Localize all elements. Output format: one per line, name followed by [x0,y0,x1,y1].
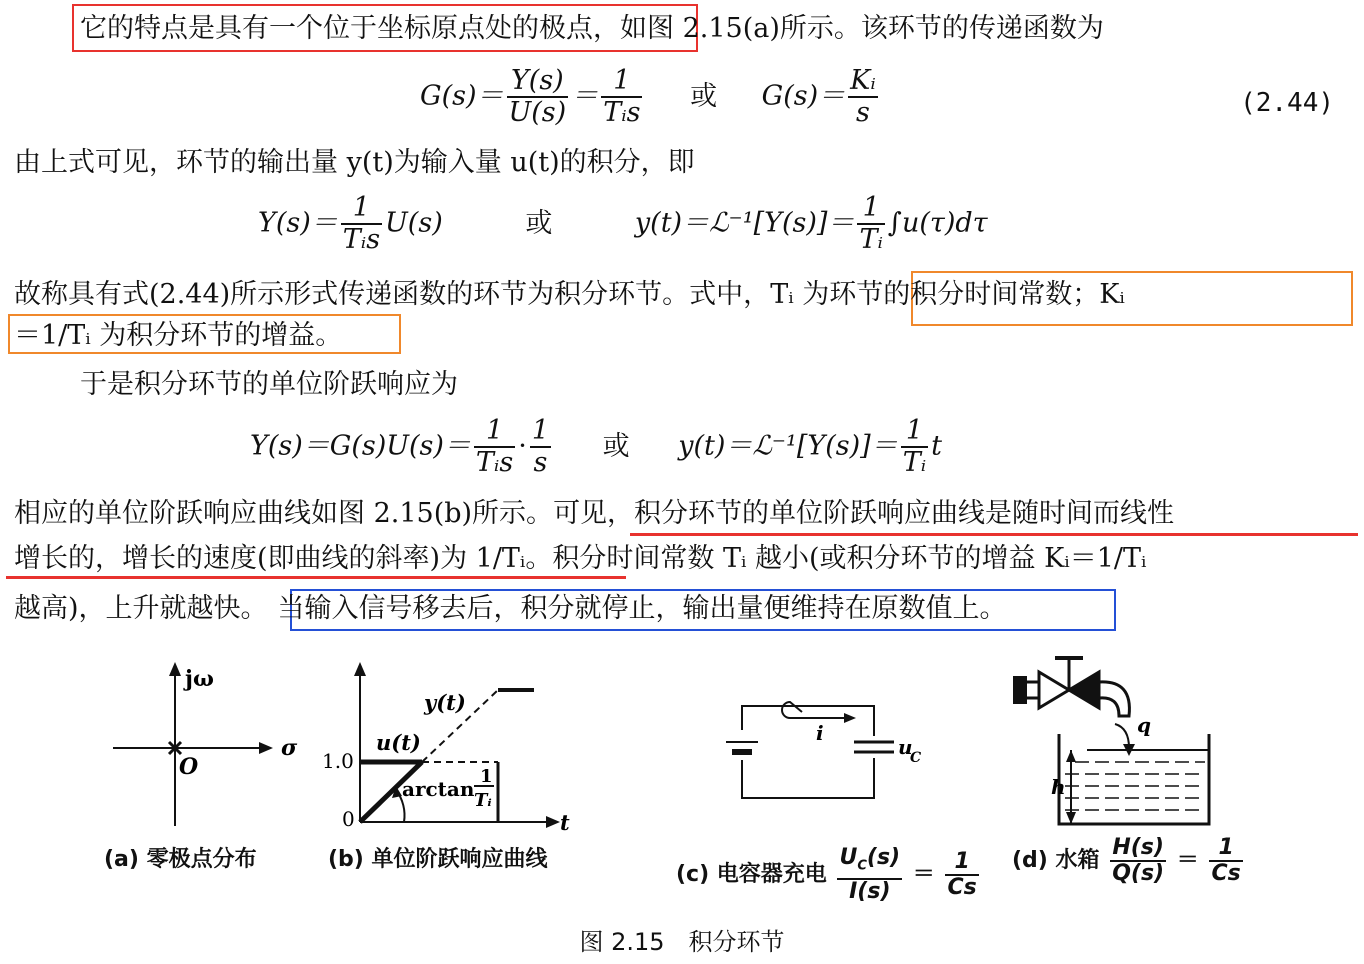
uc-label: u [898,735,913,759]
equation-step-response [250,416,942,478]
caption-d-frac2-num: 1 [1209,836,1242,862]
valve-right [1069,672,1099,708]
caption-b: (b) 单位阶跃响应曲线 [328,847,548,872]
eq3-t: t [931,430,943,462]
eq2-lhs: Y(s)＝ [258,207,338,239]
arctan-frac-num: 1 [480,766,493,787]
paragraph-5-cont [14,542,1146,576]
t-axis-label: t [560,810,570,835]
figure-title: 图 2.15 积分环节 [579,928,785,956]
eq3-frac1-den: Tᵢs [475,447,514,478]
caption-c-frac1 [837,846,902,904]
underline-red-1 [630,533,1358,536]
caption-c-frac2-num: 1 [945,850,978,876]
eq2-frac2-num: 1 [857,193,884,225]
p6-highlighted: 当输入信号移去后，积分就停止，输出量便维持在原数值上。 [277,593,1007,624]
height-arrow-top [1066,750,1076,762]
current-label: i [816,721,824,745]
eq2-frac2 [857,193,884,255]
eq3-frac3-num: 1 [901,416,928,448]
p3-text: 故称具有式(2.44)所示形式传递函数的环节为积分环节。式中， [14,279,771,310]
eq1-frac1 [507,66,569,128]
paragraph-4: 于是积分环节的单位阶跃响应为 [80,369,458,400]
paragraph-1 [80,12,1104,46]
yt-label: y(t) [424,690,466,715]
eq1-frac3-num: Kᵢ [850,65,876,96]
eq1-equals: ＝ [571,80,599,112]
p6-text: 越高)，上升就越快。 [14,593,268,624]
uc-subscript: C [910,750,922,766]
figure-d-water-tank [1005,648,1235,833]
caption-d-frac2-den: Cs [1211,861,1241,886]
caption-d-frac1-num: H(s) [1110,836,1166,862]
q-label: q [1137,713,1151,737]
caption-c-frac1-u: U [839,845,858,870]
eq3-frac2-den: s [533,447,548,478]
paragraph-6 [14,592,1007,626]
paragraph-3-cont: ＝1/Tᵢ 为积分环节的增益。 [14,320,343,351]
equation-integral [258,193,988,255]
caption-c-text: (c) 电容器充电 [676,862,827,888]
eq1-frac3-den: s [856,97,870,128]
eq3-frac2-num: 1 [531,415,549,446]
caption-c-frac1-sub: C [857,858,867,874]
eq3-frac2 [530,416,551,478]
p5-underlined-2: 增长的，增长的速度(即曲线的斜率)为 1/Tᵢ。 [14,543,553,574]
real-axis-arrow [259,742,273,754]
wire-bottom [742,758,874,798]
eq1-frac3 [848,66,878,128]
eq1-frac2 [601,66,642,128]
caption-d [1012,836,1246,886]
paragraph-3 [14,278,1125,312]
height-arrow-bottom [1066,812,1076,824]
p5-text: 相应的单位阶跃响应曲线如图 2.15(b)所示。 [14,498,554,529]
tick-zero: 0 [342,807,355,831]
eq3-frac1-num: 1 [474,416,515,448]
eq2-u: U(s) [385,207,443,239]
equation-number: (2.44) [1240,88,1334,118]
p5-text-2: 积分时间常数 Tᵢ 越小(或积分环节的增益 Kᵢ＝1/Tᵢ [552,543,1147,574]
eq1-frac1-num: Y(s) [507,66,569,98]
underline-red-2 [6,576,626,579]
eq3-frac1 [474,416,515,478]
eq3-frac3-den: Tᵢ [902,447,927,478]
caption-c-frac1-tail: (s) [866,845,901,870]
paragraph-2: 由上式可见，环节的输出量 y(t)为输入量 u(t)的积分，即 [14,147,695,178]
caption-d-eq: ＝ [1176,848,1199,873]
valve-left [1039,672,1069,708]
p3-highlighted-1: Tᵢ 为环节的积分时间常数；Kᵢ [770,279,1125,310]
ut-label: u(t) [376,730,421,755]
pipe-inlet [1013,676,1027,704]
eq1-or: 或 [690,80,718,112]
caption-c-frac1-num [837,846,902,880]
eq1-frac2-den: Tᵢs [603,97,641,128]
p1-highlighted: 它的特点是具有一个位于坐标原点处的极点， [80,13,620,44]
caption-c-frac2-den: Cs [947,875,977,901]
figure-c-capacitor [710,680,940,810]
current-arrow [782,702,850,718]
sigma-label: σ [281,735,298,761]
eq1-lhs: G(s)＝ [420,80,504,112]
eq1-lhs2: G(s)＝ [761,80,846,112]
p5-underlined-1: 可见，积分环节的单位阶跃响应曲线是随时间而线性 [553,498,1175,529]
eq2-integral: ∫u(τ)dτ [887,207,988,239]
p1-rest: 如图 2.15(a)所示。该环节的传递函数为 [620,13,1104,44]
origin-label: O [179,754,199,780]
wire-top [742,706,874,736]
eq2-frac2-den: Tᵢ [859,224,883,255]
arctan-frac-den: Tᵢ [474,790,492,811]
eq2-rhs: y(t)＝ℒ⁻¹[Y(s)]＝ [634,207,855,239]
eq2-frac1 [341,193,382,255]
paragraph-5 [14,497,1174,531]
y-axis-arrow [354,662,366,676]
caption-a: (a) 零极点分布 [104,847,257,872]
eq3-or: 或 [602,430,630,462]
eq3-dot: · [518,430,527,462]
caption-d-text: (d) 水箱 [1012,848,1100,873]
equation-2-44 [420,66,881,128]
eq2-frac1-num: 1 [341,193,382,225]
eq2-frac1-den: Tᵢs [342,224,381,255]
eq3-lhs: Y(s)＝G(s)U(s)＝ [250,430,471,462]
arctan-label: arctan [402,777,475,801]
caption-d-frac2 [1209,836,1242,886]
imag-axis-arrow [169,662,181,676]
h-label: h [1051,775,1066,799]
tick-one: 1.0 [322,749,354,773]
jw-label: jω [185,666,214,692]
caption-d-frac1-den: Q(s) [1112,861,1165,886]
x-axis-arrow [546,816,560,828]
spout [1099,682,1129,716]
figure-b-step-response [310,658,580,838]
figure-a-pole-zero [105,658,305,838]
caption-c-eq: ＝ [912,862,935,888]
caption-c-frac1-den: I(s) [849,879,891,905]
caption-c [676,846,982,904]
caption-d-frac1 [1110,836,1166,886]
current-arrowhead [844,713,856,723]
eq1-frac2-num: 1 [601,66,642,98]
eq2-or: 或 [525,207,553,239]
eq3-rhs: y(t)＝ℒ⁻¹[Y(s)]＝ [678,430,898,462]
caption-c-frac2 [945,850,978,900]
eq1-frac1-den: U(s) [508,97,567,128]
eq3-frac3 [901,416,928,478]
